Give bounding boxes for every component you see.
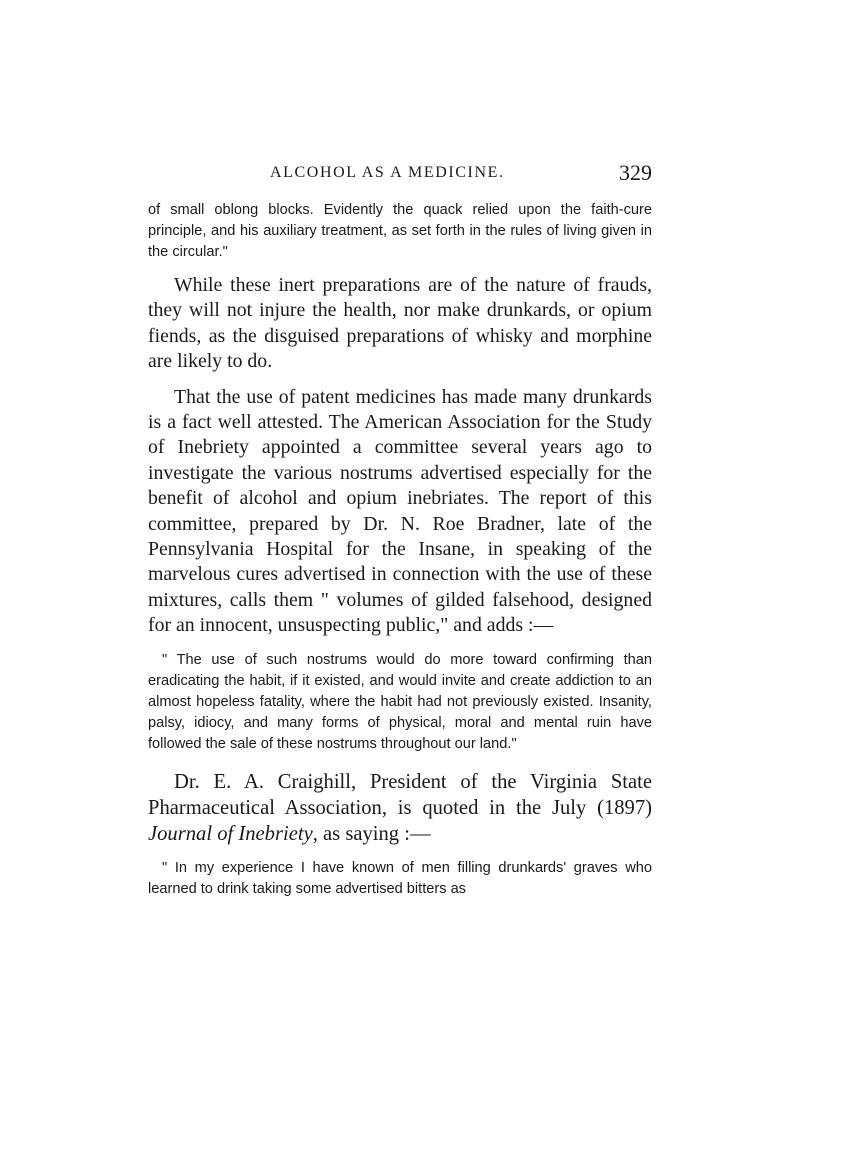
journal-title: Journal of Inebriety [148,822,313,845]
running-title: ALCOHOL AS A MEDICINE. [270,164,505,181]
page-header [148,160,652,200]
paragraph-patent-medicines: That the use of patent medicines has made many drunkards is a fact well attested. The American Association for the Study of Inebriety appointed a committee several years ago to investigate the various nostrums advertised especially for the benefit of alcohol and opium inebriates. The report of this committee, prepared by Dr. N. Roe Bradner, late of the Pennsylvania Hospital for the Insane, in speaking of the marvelous cures advertised in connection with the use of these mixtures, calls them " volumes of gilded falsehood, designed for an innocent, unsuspecting public," and adds :— [148,385,652,637]
quote-nostrums: " The use of such nostrums would do more toward confirming than eradicating the habit, if it existed, and would invite and create addiction to an almost hopeless fatality, where the habit had not previously existed. Insanity, palsy, idiocy, and many forms of physical, moral and mental ruin have followed the sale of these nostrums throughout our land." [148,651,652,752]
paragraph-craighill-end: , as saying :— [312,822,431,845]
paragraph-craighill [148,769,652,847]
page-number: 329 [619,160,652,185]
paragraph-craighill-start: Dr. E. A. Craighill, President of the Virginia State Pharmaceutical Association, is quoted in the July (1897) [148,770,652,819]
book-page [148,160,652,900]
paragraph-inert-preparations: While these inert preparations are of the nature of frauds, they will not injure the health, nor make drunkards, or opium fiends, as the disguised preparations of whisky and morphine are likely to do. [148,274,652,373]
quote-experience: " In my experience I have known of men filling drunkards' graves who learned to drink taking some advertised bitters as [148,859,652,897]
quote-continuation: of small oblong blocks. Evidently the quack relied upon the faith-cure principle, and his auxiliary treatment, as set forth in the rules of living given in the circular." [148,202,652,260]
